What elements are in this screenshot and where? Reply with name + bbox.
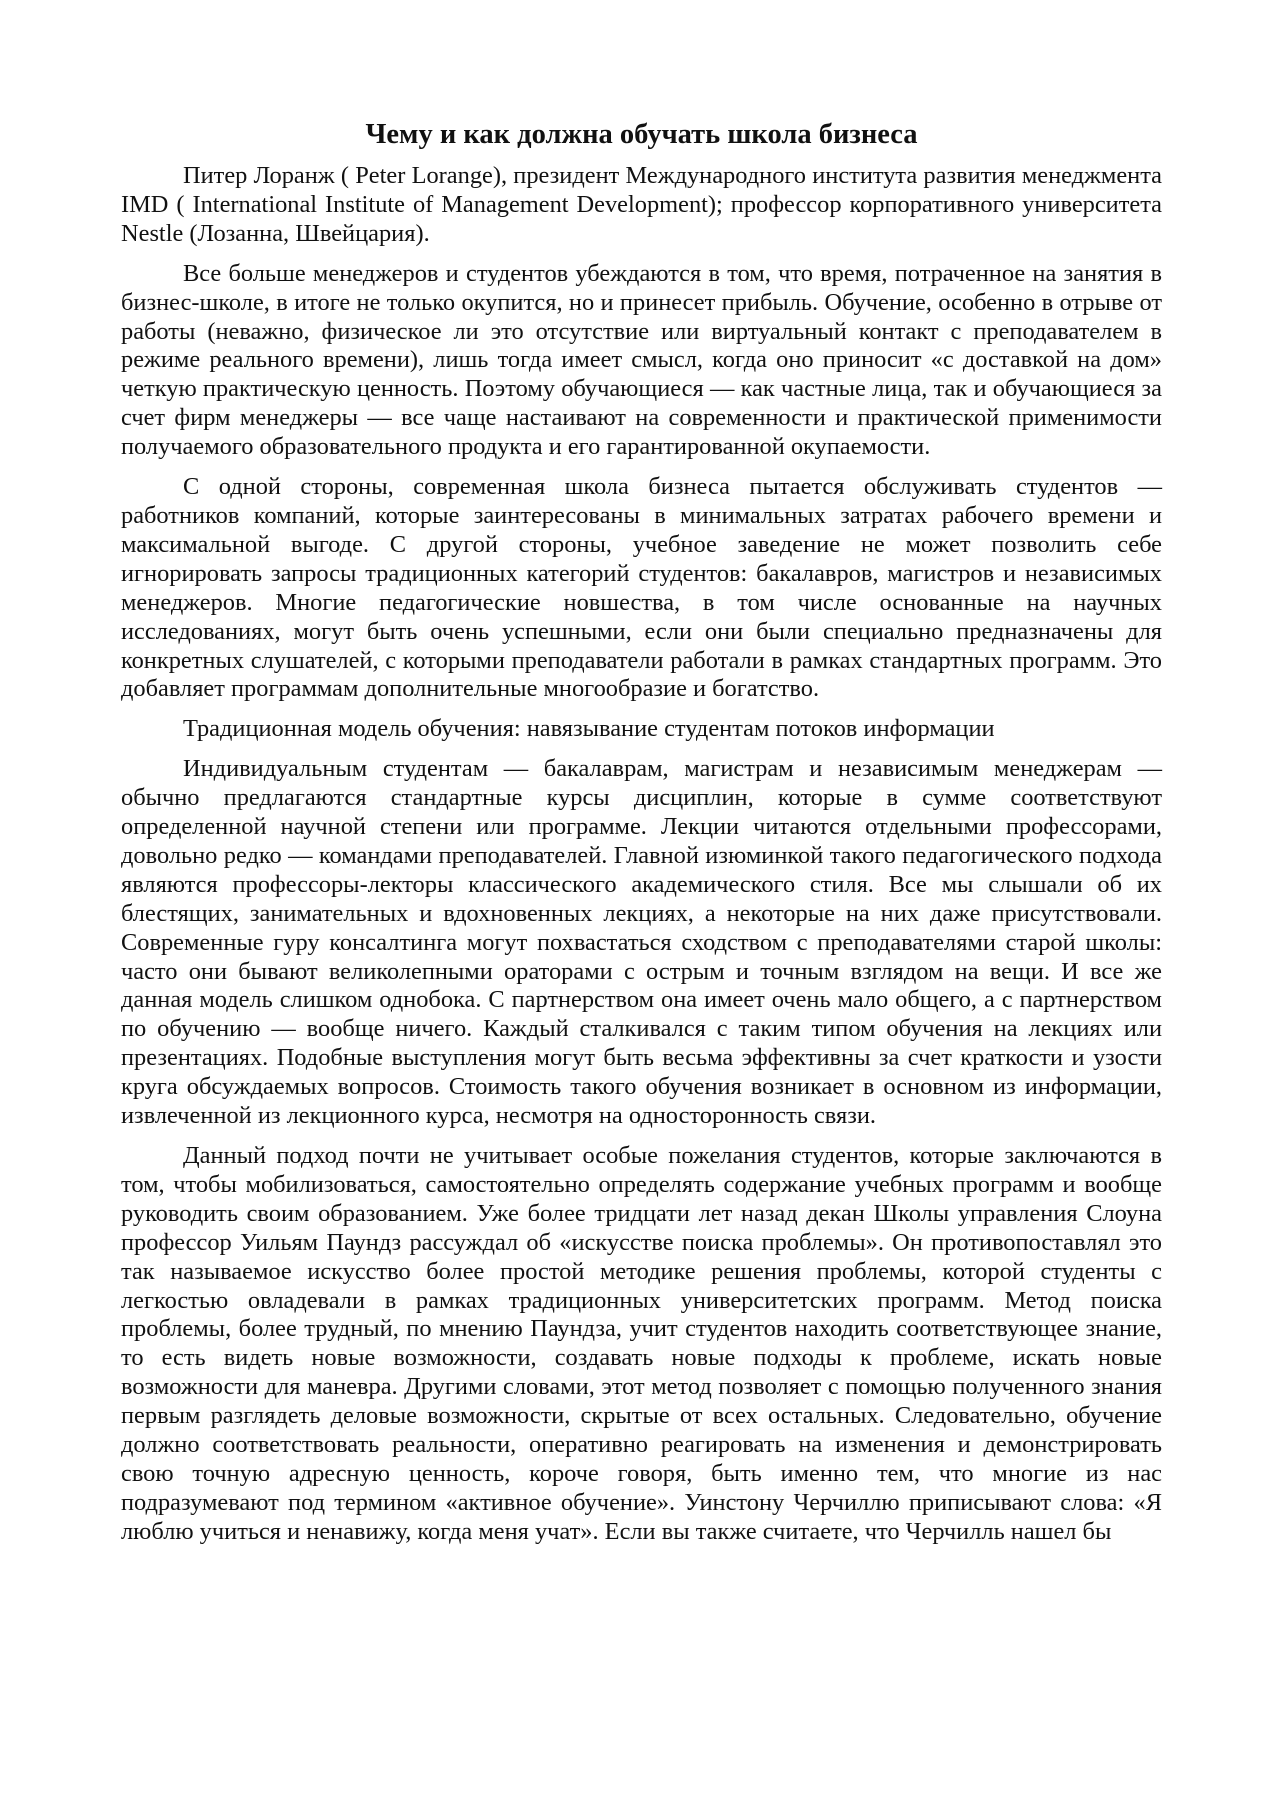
paragraph-author-info: Питер Лоранж ( Peter Lorange), президент Международного института развития менеджмента IMD ( International Institute of Management Development); профессор корпоративного университета Nestle (Лозанна, Швейцария). — [121, 162, 1162, 247]
paragraph-active-learning: Данный подход почти не учитывает особые пожелания студентов, которые заключаются в том, чтобы мобилизоваться, самостоятельно определять содержание учебных программ и вообще руководить своим образованием. Уже более тридцати лет назад декан Школы управления Слоуна профессор Уильям Паундз рассуждал об «искусстве поиска проблемы». Он противопоставлял это так называемое искусство более простой методике решения проблемы, которой студенты с легкостью овладевали в рамках традиционных университетских программ. Метод поиска проблемы, более трудный, по мнению Паундза, учит студентов находить соответствующее знание, то есть видеть новые возможности, создавать новые подходы к проблеме, искать новые возможности для маневра. Другими словами, этот метод позволяет с помощью полученного знания первым разглядеть деловые возможности, скрытые от всех остальных. Следовательно, обучение должно соответствовать реальности, оперативно реагировать на изменения и демонстрировать свою точную адресную ценность, короче говоря, быть именно тем, что многие из нас подразумевают под термином «активное обучение». Уинстону Черчиллю приписывают слова: «Я люблю учиться и ненавижу, когда меня учат». Если вы также считаете, что Черчилль нашел бы — [121, 1142, 1162, 1545]
document-title: Чему и как должна обучать школа бизнеса — [365, 119, 918, 150]
document-page — [121, 118, 1162, 1547]
paragraph-traditional-model: Индивидуальным студентам — бакалаврам, магистрам и независимым менеджерам — обычно предлагаются стандартные курсы дисциплин, которые в сумме соответствуют определенной научной степени или программе. Лекции читаются отдельными профессорами, довольно редко — командами преподавателей. Главной изюминкой такого педагогического подхода являются профессоры-лекторы классического академического стиля. Все мы слышали об их блестящих, занимательных и вдохновенных лекциях, а некоторые на них даже присутствовали. Современные гуру консалтинга могут похвастаться сходством с преподавателями старой школы: часто они бывают великолепными ораторами с острым и точным взглядом на вещи. И все же данная модель слишком однобока. С партнерством она имеет очень мало общего, а с партнерством по обучению — вообще ничего. Каждый сталкивался с таким типом обучения на лекциях или презентациях. Подобные выступления могут быть весьма эффективны за счет краткости и узости круга обсуждаемых вопросов. Стоимость такого обучения возникает в основном из информации, извлеченной из лекционного курса, несмотря на односторонность связи. — [121, 755, 1162, 1130]
paragraph-business-school: С одной стороны, современная школа бизнеса пытается обслуживать студентов — работников компаний, которые заинтересованы в минимальных затратах рабочего времени и максимальной выгоде. С другой стороны, учебное заведение не может позволить себе игнорировать запросы традиционных категорий студентов: бакалавров, магистров и независимых менеджеров. Многие педагогические новшества, в том числе основанные на научных исследованиях, могут быть очень успешными, если они были специально предназначены для конкретных слушателей, с которыми преподаватели работали в рамках стандартных программ. Это добавляет программам дополнительные многообразие и богатство. — [121, 473, 1162, 703]
section-heading-traditional-model: Традиционная модель обучения: навязывание студентам потоков информации — [183, 715, 995, 743]
paragraph-intro: Все больше менеджеров и студентов убеждаются в том, что время, потраченное на занятия в бизнес-школе, в итоге не только окупится, но и принесет прибыль. Обучение, особенно в отрыве от работы (неважно, физическое ли это отсутствие или виртуальный контакт с преподавателем в режиме реального времени), лишь тогда имеет смысл, когда оно приносит «с доставкой на дом» четкую практическую ценность. Поэтому обучающиеся — как частные лица, так и обучающиеся за счет фирм менеджеры — все чаще настаивают на современности и практической применимости получаемого образовательного продукта и его гарантированной окупаемости. — [121, 259, 1162, 461]
